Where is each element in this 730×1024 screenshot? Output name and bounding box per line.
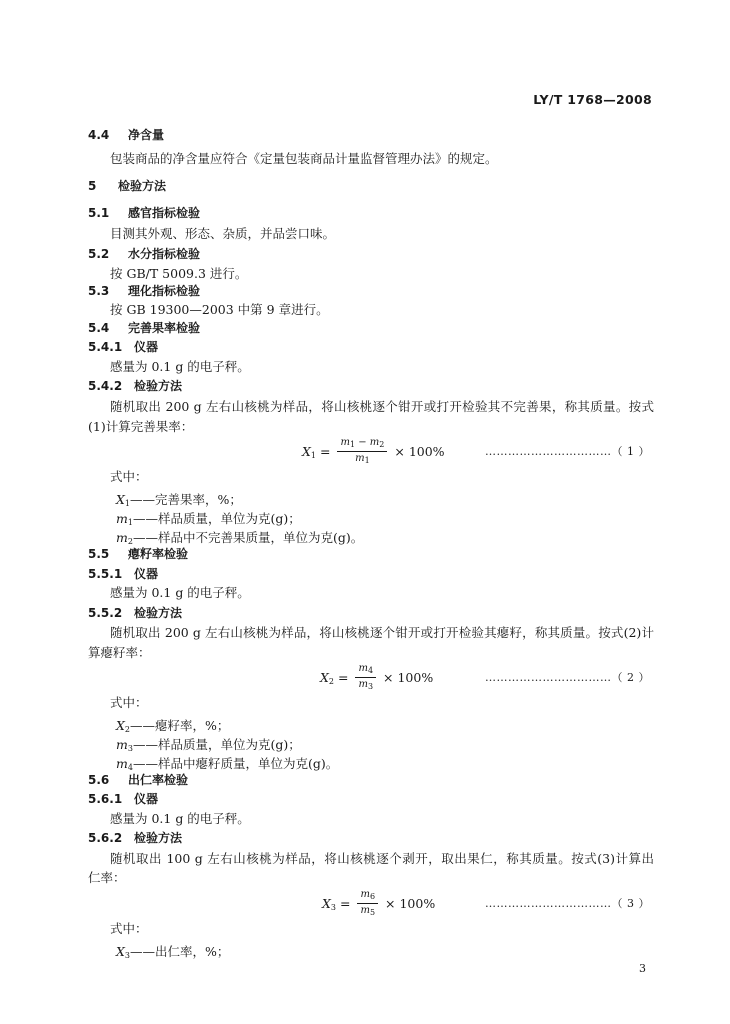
section-5-5-1-heading: 5.5.1 仪器 (88, 567, 159, 581)
section-5-6-1-heading: 5.6.1 仪器 (88, 792, 159, 806)
formula-3-tail: × 100% (385, 896, 436, 911)
standard-code: LY/T 1768—2008 (533, 92, 652, 107)
section-5-2-text: 按 GB/T 5009.3 进行。 (110, 266, 248, 281)
equation-number-3: ……………………………（ 3 ） (485, 897, 650, 910)
where-1-var-1: $X_1——$完善果率，%； (116, 492, 242, 508)
section-5-1-text: 目测其外观、形态、杂质，并品尝口味。 (110, 226, 336, 241)
where-3-var-1: $X_3——$出仁率，%； (116, 944, 230, 960)
section-5-5-2-text-line2: 算瘪籽率： (88, 645, 151, 660)
section-5-4-1-text: 感量为 0.1 g 的电子秤。 (110, 359, 250, 374)
formula-2-fraction: $\frac{m_4}{m_3}$ (355, 662, 376, 693)
section-5-5-2-heading: 5.5.2 检验方法 (88, 606, 183, 620)
where-intro-1: 式中： (110, 469, 148, 484)
page-number: 3 (639, 962, 646, 975)
formula-3 (322, 888, 435, 919)
section-5-5-2-text-line1: 随机取出 200 g 左右山核桃为样品，将山核桃逐个钳开或打开检验其瘪籽，称其质量。按式(2)计 (110, 625, 654, 640)
section-4-4-text: 包装商品的净含量应符合《定量包装商品计量监督管理办法》的规定。 (110, 151, 498, 166)
section-5-4-2-heading: 5.4.2 检验方法 (88, 379, 183, 393)
section-4-4-heading: 4.4 净含量 (88, 128, 165, 142)
section-5-6-2-text-line2: 仁率： (88, 870, 126, 885)
formula-2 (320, 662, 433, 693)
where-2-var-3: $m_4——$样品中瘪籽质量，单位为克(g)。 (116, 756, 339, 772)
section-5-4-1-heading: 5.4.1 仪器 (88, 340, 159, 354)
section-5-1-heading: 5.1 感官指标检验 (88, 206, 201, 220)
formula-1-lhs: $X_1$ = (302, 443, 331, 460)
where-2-var-2: $m_3——$样品质量，单位为克(g)； (116, 737, 301, 753)
section-5-4-2-text-line2: (1)计算完善果率： (88, 419, 194, 434)
section-5-6-heading: 5.6 出仁率检验 (88, 773, 189, 787)
formula-2-lhs: $X_2$ = (320, 669, 349, 686)
section-5-5-heading: 5.5 瘪籽率检验 (88, 547, 189, 561)
where-intro-2: 式中： (110, 695, 148, 710)
formula-1 (302, 436, 445, 467)
formula-2-tail: × 100% (383, 670, 434, 685)
equation-number-2: ……………………………（ 2 ） (485, 671, 650, 684)
formula-1-fraction: $\frac{m_1 - m_2}{m_1}$ (337, 436, 387, 467)
where-intro-3: 式中： (110, 921, 148, 936)
section-5-4-heading: 5.4 完善果率检验 (88, 321, 201, 335)
section-5-3-text: 按 GB 19300—2003 中第 9 章进行。 (110, 302, 329, 317)
formula-3-fraction: $\frac{m_6}{m_5}$ (357, 888, 378, 919)
section-5-6-1-text: 感量为 0.1 g 的电子秤。 (110, 811, 250, 826)
formula-1-tail: × 100% (394, 444, 445, 459)
section-5-2-heading: 5.2 水分指标检验 (88, 247, 201, 261)
formula-3-lhs: $X_3$ = (322, 895, 351, 912)
section-5-4-2-text-line1: 随机取出 200 g 左右山核桃为样品，将山核桃逐个钳开或打开检验其不完善果，称其质量。按式 (110, 399, 654, 414)
equation-number-1: ……………………………（ 1 ） (485, 445, 650, 458)
where-2-var-1: $X_2——$瘪籽率，%； (116, 718, 230, 734)
section-5-6-2-heading: 5.6.2 检验方法 (88, 831, 183, 845)
section-5-heading: 5 检验方法 (88, 179, 167, 193)
where-1-var-2: $m_1——$样品质量，单位为克(g)； (116, 511, 301, 527)
section-5-5-1-text: 感量为 0.1 g 的电子秤。 (110, 585, 250, 600)
section-5-6-2-text-line1: 随机取出 100 g 左右山核桃为样品，将山核桃逐个剥开，取出果仁，称其质量。按式(3)计算出 (110, 851, 654, 866)
where-1-var-3: $m_2——$样品中不完善果质量，单位为克(g)。 (116, 530, 364, 546)
section-5-3-heading: 5.3 理化指标检验 (88, 284, 201, 298)
